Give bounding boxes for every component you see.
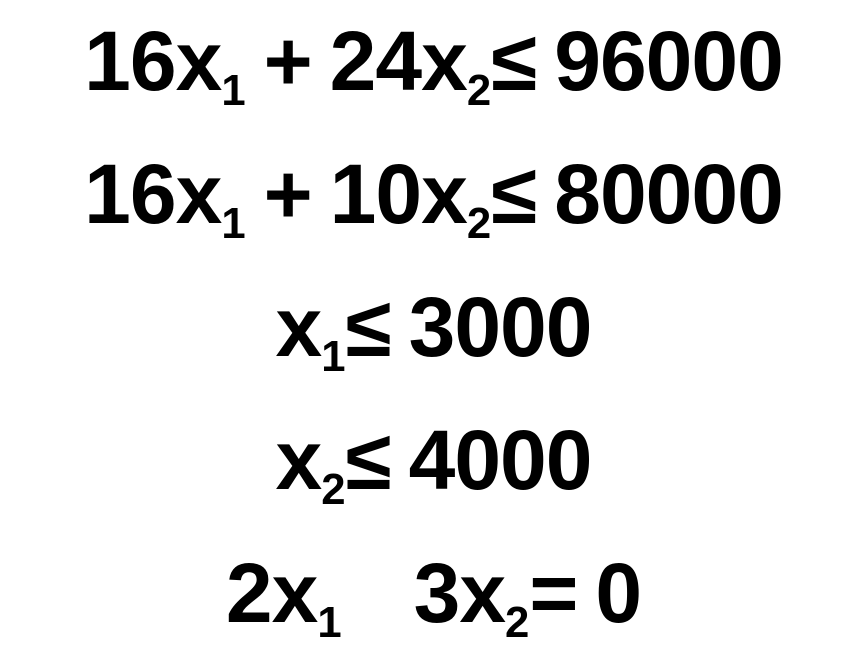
rhs-value: 4000 [408, 413, 592, 507]
constraint-1 [0, 11, 867, 115]
variable: x [459, 546, 506, 640]
relation: ≤ [345, 280, 391, 374]
relation: ≤ [491, 147, 537, 241]
rhs-value: 80000 [554, 147, 783, 241]
constraint-5 [0, 543, 867, 647]
constraint-4 [0, 410, 867, 514]
subscript: 1 [321, 331, 346, 381]
subscript: 2 [466, 65, 492, 115]
variable: x [271, 546, 318, 640]
variable: x [421, 14, 467, 108]
coefficient: 10 [329, 147, 422, 241]
variable: x [421, 147, 467, 241]
rhs-value: 3000 [408, 280, 592, 374]
coefficient: 24 [329, 14, 422, 108]
relation: = [529, 546, 578, 640]
coefficient: 2 [225, 546, 272, 640]
operator: + [263, 147, 312, 241]
coefficient: 3 [413, 546, 460, 640]
subscript: 1 [317, 597, 342, 647]
relation: ≤ [345, 413, 391, 507]
constraint-2 [0, 144, 867, 248]
rhs-value: 0 [595, 546, 642, 640]
variable: x [175, 147, 222, 241]
operator: + [263, 14, 312, 108]
subscript: 2 [321, 464, 346, 514]
subscript: 1 [221, 198, 246, 248]
rhs-value: 96000 [554, 14, 783, 108]
coefficient: 16 [84, 147, 176, 241]
subscript: 2 [466, 198, 492, 248]
subscript: 1 [221, 65, 246, 115]
subscript: 2 [505, 597, 530, 647]
constraint-3 [0, 277, 867, 381]
variable: x [175, 14, 222, 108]
relation: ≤ [491, 14, 537, 108]
variable: x [275, 413, 322, 507]
variable: x [275, 280, 322, 374]
coefficient: 16 [84, 14, 176, 108]
